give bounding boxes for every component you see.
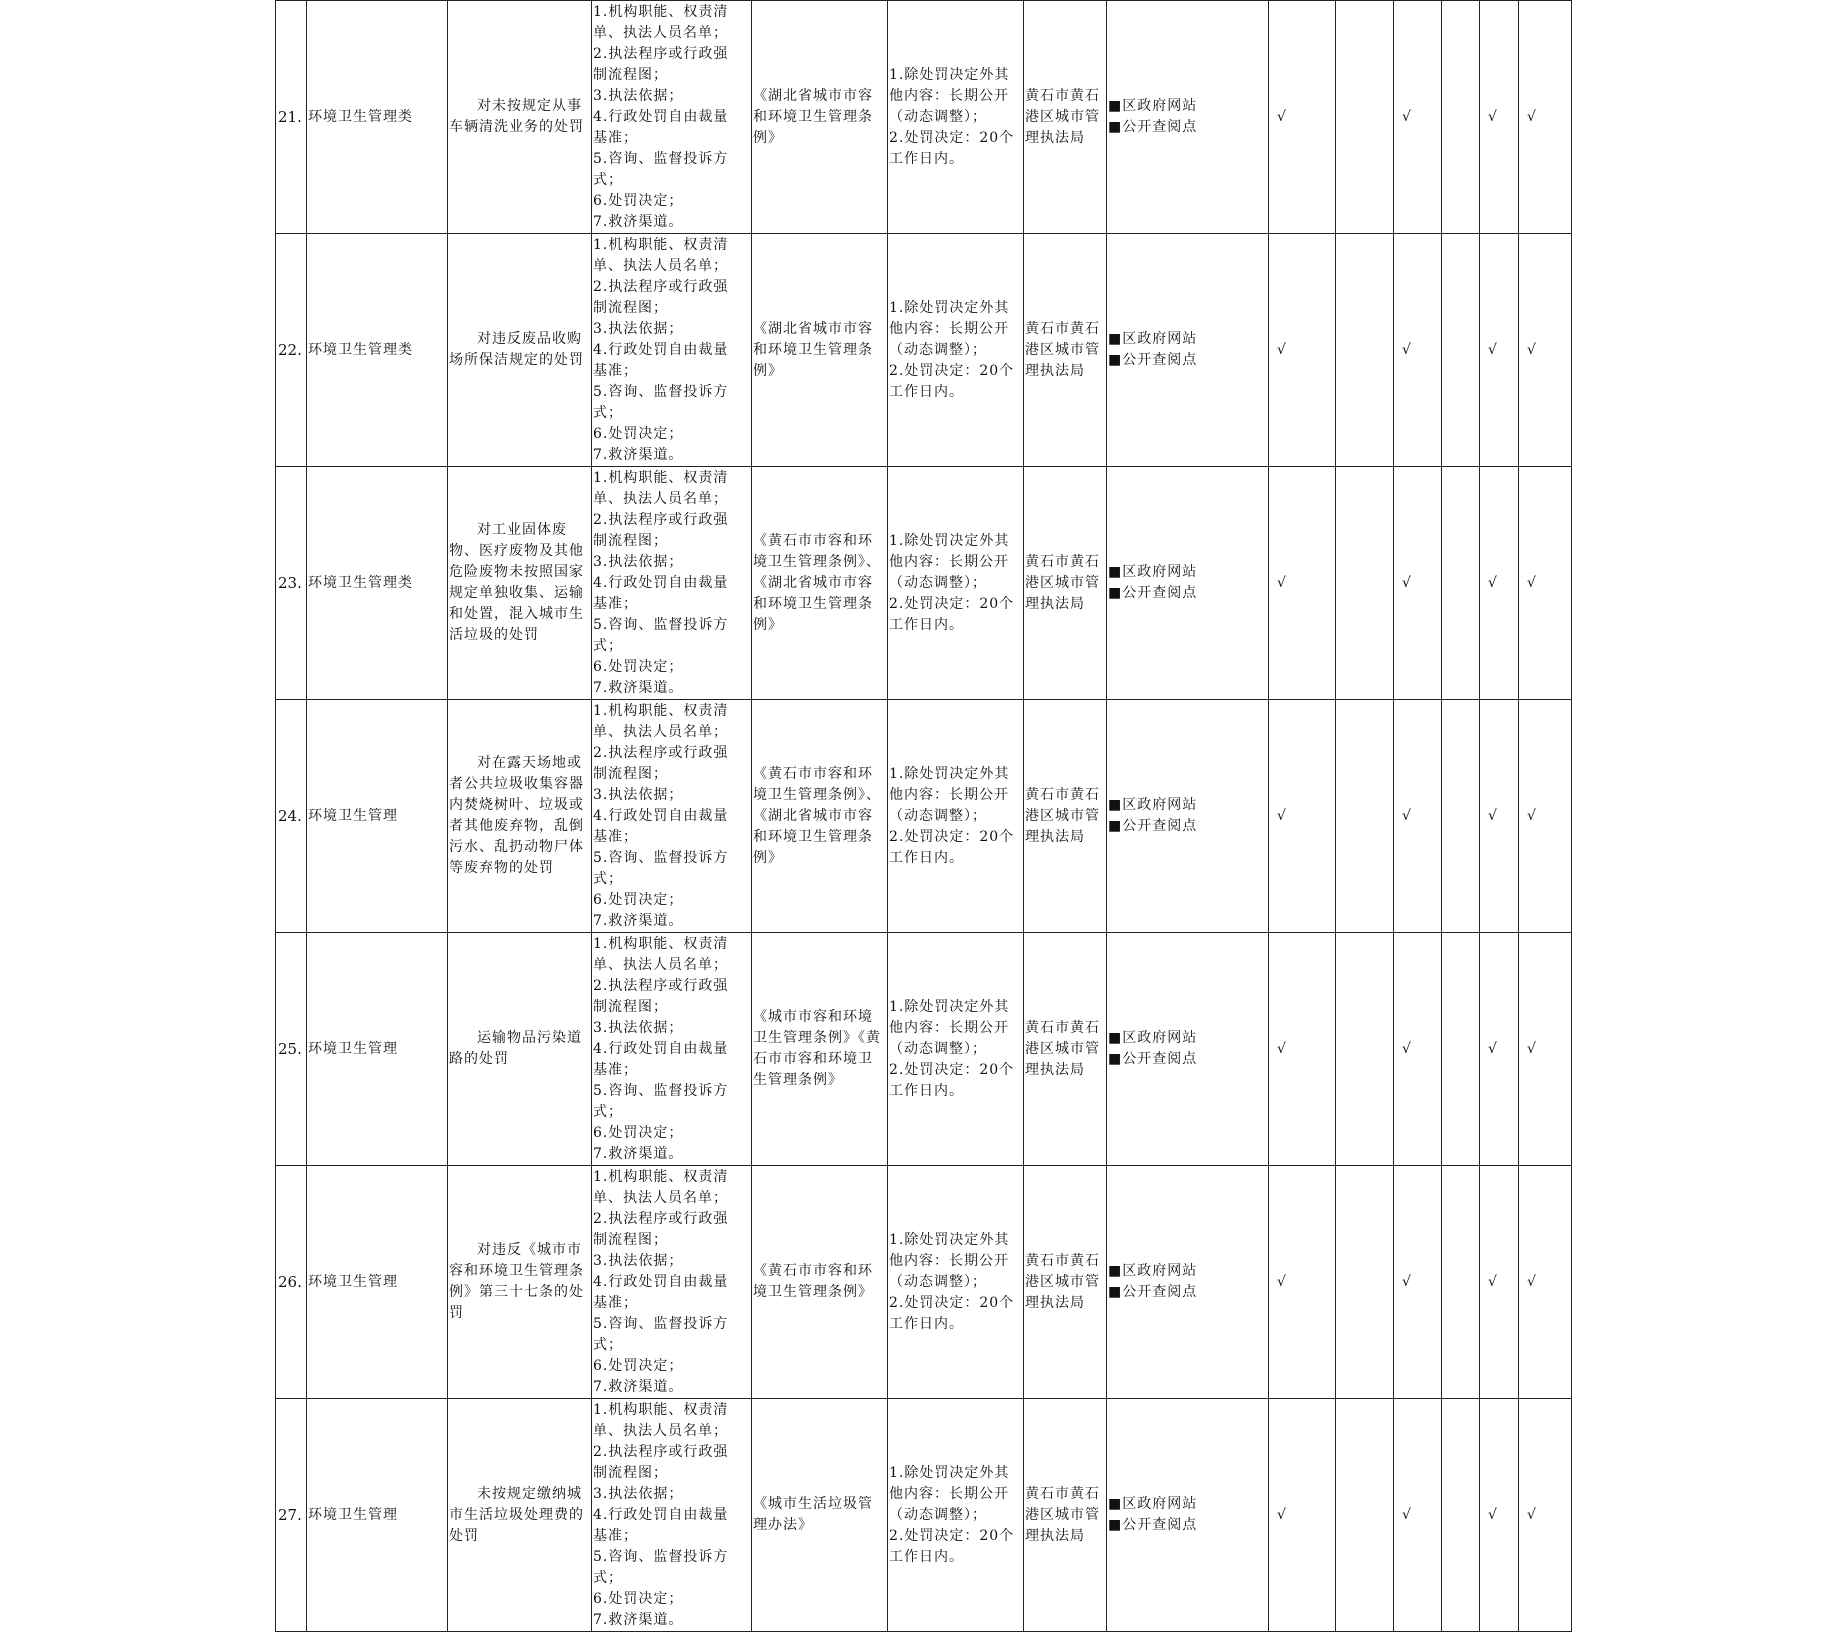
text-line: 港区城市管 [1025, 574, 1100, 591]
text-line: 3.执法依据； [593, 787, 684, 803]
text-line: 1.除处罚决定外其 [889, 1231, 1010, 1248]
disclosure-content [592, 933, 752, 1166]
disclosure-time [888, 933, 1024, 1166]
disclosure-content [592, 234, 752, 467]
text-line: 他内容：长期公开 [889, 786, 1009, 803]
check-all-public [1269, 700, 1336, 933]
check-county-level [1480, 467, 1519, 700]
text-line: 3.执法依据； [593, 554, 684, 570]
text-line: 3.执法依据； [593, 1253, 684, 1269]
text-line: 2.执法程序或行政强 [593, 745, 729, 761]
text-line: （动态调整）； [889, 807, 987, 824]
check-mark: √ [1277, 807, 1287, 824]
text-line: 他内容：长期公开 [889, 1252, 1009, 1269]
text-line: 6.处罚决定； [593, 426, 684, 442]
text-line: 黄石市黄石 [1025, 553, 1100, 570]
text-line: ■公开查阅点 [1108, 352, 1198, 368]
table-row [276, 234, 1572, 467]
text-line: ■公开查阅点 [1108, 585, 1198, 601]
text-line: 他内容：长期公开 [889, 1019, 1009, 1036]
text-line: 式； [593, 871, 623, 887]
text-line: 6.处罚决定； [593, 659, 684, 675]
check-mark: √ [1277, 108, 1287, 125]
text-line: 1.除处罚决定外其 [889, 66, 1010, 83]
row-number: 25. [276, 933, 307, 1166]
text-line: 4.行政处罚自由裁量 [593, 575, 729, 591]
text-line: 7.救济渠道。 [593, 1146, 684, 1162]
text-line: 工作日内。 [889, 1315, 964, 1332]
disclosure-content [592, 1, 752, 234]
text-line: 工作日内。 [889, 1082, 964, 1099]
check-all-public [1269, 1166, 1336, 1399]
disclosure-basis: 《黄石市市容和环境卫生管理条例》、《湖北省城市市容和环境卫生管理条例》 [752, 700, 888, 933]
text-line: 黄石市黄石 [1025, 87, 1100, 104]
text-line: 制流程图； [593, 533, 668, 549]
text-line: 理执法局 [1025, 828, 1085, 845]
text-line: 3.执法依据； [593, 321, 684, 337]
text-line: 工作日内。 [889, 1548, 964, 1565]
item-name: 对违反废品收购场所保洁规定的处罚 [448, 234, 592, 467]
item-name: 对未按规定从事车辆清洗业务的处罚 [448, 1, 592, 234]
text-line: 单、执法人员名单； [593, 957, 728, 973]
check-township-level [1519, 467, 1572, 700]
text-line: 理执法局 [1025, 1527, 1085, 1544]
check-county-level [1480, 234, 1519, 467]
disclosure-time [888, 700, 1024, 933]
check-proactive [1394, 1399, 1442, 1632]
text-line: （动态调整）； [889, 574, 987, 591]
text-line: 6.处罚决定； [593, 892, 684, 908]
text-line: 式； [593, 1570, 623, 1586]
item-name: 运输物品污染道路的处罚 [448, 933, 592, 1166]
text-line: 式； [593, 638, 623, 654]
check-on-request-empty [1442, 234, 1480, 467]
check-proactive [1394, 234, 1442, 467]
text-line: 制流程图； [593, 300, 668, 316]
check-specific-public-empty [1336, 1, 1394, 234]
check-mark: √ [1488, 1273, 1498, 1290]
check-all-public [1269, 1399, 1336, 1632]
text-line: 工作日内。 [889, 383, 964, 400]
disclosure-time [888, 1, 1024, 234]
text-line: 港区城市管 [1025, 1506, 1100, 1523]
disclosure-channel [1107, 1, 1269, 234]
text-line: 2.处罚决定：20个 [889, 1527, 1015, 1544]
item-category: 环境卫生管理 [307, 700, 448, 933]
disclosure-basis: 《黄石市市容和环境卫生管理条例》、《湖北省城市市容和环境卫生管理条例》 [752, 467, 888, 700]
text-line: 他内容：长期公开 [889, 87, 1009, 104]
item-category: 环境卫生管理 [307, 1399, 448, 1632]
check-on-request-empty [1442, 933, 1480, 1166]
check-on-request-empty [1442, 1166, 1480, 1399]
text-line: 2.处罚决定：20个 [889, 1061, 1015, 1078]
text-line: 黄石市黄石 [1025, 786, 1100, 803]
text-line: 4.行政处罚自由裁量 [593, 109, 729, 125]
text-line: 1.除处罚决定外其 [889, 998, 1010, 1015]
check-specific-public-empty [1336, 700, 1394, 933]
text-line: 1.机构职能、权责清 [593, 1402, 729, 1418]
text-line: 基准； [593, 130, 638, 146]
text-line: 7.救济渠道。 [593, 680, 684, 696]
text-line: 港区城市管 [1025, 1273, 1100, 1290]
disclosure-time [888, 1399, 1024, 1632]
disclosure-subject [1024, 1166, 1107, 1399]
text-line: 黄石市黄石 [1025, 1252, 1100, 1269]
row-number: 26. [276, 1166, 307, 1399]
text-line: 工作日内。 [889, 849, 964, 866]
table-row [276, 1166, 1572, 1399]
check-proactive [1394, 1166, 1442, 1399]
check-mark: √ [1402, 574, 1412, 591]
text-line: 2.处罚决定：20个 [889, 595, 1015, 612]
text-line: ■区政府网站 [1108, 1496, 1198, 1512]
check-mark: √ [1402, 341, 1412, 358]
disclosure-channel [1107, 1166, 1269, 1399]
check-on-request-empty [1442, 467, 1480, 700]
text-line: 5.咨询、监督投诉方 [593, 1083, 729, 1099]
disclosure-subject [1024, 1, 1107, 234]
text-line: （动态调整）； [889, 108, 987, 125]
text-line: 1.机构职能、权责清 [593, 4, 729, 20]
text-line: 制流程图； [593, 1232, 668, 1248]
table-row [276, 1399, 1572, 1632]
check-specific-public-empty [1336, 467, 1394, 700]
text-line: 单、执法人员名单； [593, 1423, 728, 1439]
check-mark: √ [1488, 108, 1498, 125]
text-line: ■公开查阅点 [1108, 1051, 1198, 1067]
text-line: 1.机构职能、权责清 [593, 237, 729, 253]
row-number: 23. [276, 467, 307, 700]
check-all-public [1269, 234, 1336, 467]
disclosure-channel [1107, 933, 1269, 1166]
text-line: 制流程图； [593, 1465, 668, 1481]
disclosure-time [888, 234, 1024, 467]
text-line: 1.机构职能、权责清 [593, 703, 729, 719]
text-line: 1.机构职能、权责清 [593, 936, 729, 952]
text-line: 式； [593, 1337, 623, 1353]
text-line: ■区政府网站 [1108, 1263, 1198, 1279]
check-all-public [1269, 467, 1336, 700]
disclosure-content [592, 700, 752, 933]
check-mark: √ [1402, 1040, 1412, 1057]
text-line: （动态调整）； [889, 1273, 987, 1290]
text-line: 他内容：长期公开 [889, 553, 1009, 570]
text-line: 他内容：长期公开 [889, 1485, 1009, 1502]
text-line: ■公开查阅点 [1108, 119, 1198, 135]
text-line: 6.处罚决定； [593, 1591, 684, 1607]
text-line: 7.救济渠道。 [593, 1379, 684, 1395]
check-mark: √ [1527, 341, 1537, 358]
check-mark: √ [1277, 1273, 1287, 1290]
text-line: 2.执法程序或行政强 [593, 978, 729, 994]
text-line: ■公开查阅点 [1108, 1517, 1198, 1533]
text-line: 工作日内。 [889, 150, 964, 167]
check-mark: √ [1527, 574, 1537, 591]
check-all-public [1269, 1, 1336, 234]
item-category: 环境卫生管理类 [307, 467, 448, 700]
check-mark: √ [1488, 807, 1498, 824]
item-category: 环境卫生管理 [307, 933, 448, 1166]
disclosure-time [888, 467, 1024, 700]
check-mark: √ [1527, 1273, 1537, 1290]
text-line: ■区政府网站 [1108, 1030, 1198, 1046]
check-all-public [1269, 933, 1336, 1166]
text-line: 单、执法人员名单； [593, 724, 728, 740]
check-county-level [1480, 700, 1519, 933]
text-line: ■公开查阅点 [1108, 1284, 1198, 1300]
disclosure-content [592, 467, 752, 700]
text-line: 黄石市黄石 [1025, 1485, 1100, 1502]
text-line: 2.执法程序或行政强 [593, 279, 729, 295]
text-line: 基准； [593, 1295, 638, 1311]
disclosure-channel [1107, 700, 1269, 933]
text-line: 1.除处罚决定外其 [889, 1464, 1010, 1481]
table-row [276, 1, 1572, 234]
text-line: 黄石市黄石 [1025, 320, 1100, 337]
disclosure-content [592, 1399, 752, 1632]
text-line: 3.执法依据； [593, 1020, 684, 1036]
text-line: 式； [593, 1104, 623, 1120]
text-line: 2.执法程序或行政强 [593, 46, 729, 62]
check-mark: √ [1402, 108, 1412, 125]
check-mark: √ [1527, 807, 1537, 824]
check-county-level [1480, 1, 1519, 234]
text-line: 5.咨询、监督投诉方 [593, 850, 729, 866]
check-township-level [1519, 700, 1572, 933]
text-line: 港区城市管 [1025, 807, 1100, 824]
text-line: ■区政府网站 [1108, 797, 1198, 813]
check-specific-public-empty [1336, 1399, 1394, 1632]
check-proactive [1394, 933, 1442, 1166]
disclosure-basis: 《城市生活垃圾管理办法》 [752, 1399, 888, 1632]
table-row [276, 700, 1572, 933]
disclosure-table [275, 0, 1572, 1632]
text-line: 理执法局 [1025, 1294, 1085, 1311]
text-line: 黄石市黄石 [1025, 1019, 1100, 1036]
disclosure-basis: 《城市市容和环境卫生管理条例》《黄石市市容和环境卫生管理条例》 [752, 933, 888, 1166]
text-line: 2.处罚决定：20个 [889, 828, 1015, 845]
text-line: 7.救济渠道。 [593, 447, 684, 463]
check-county-level [1480, 1399, 1519, 1632]
disclosure-channel [1107, 1399, 1269, 1632]
text-line: 4.行政处罚自由裁量 [593, 342, 729, 358]
text-line: 5.咨询、监督投诉方 [593, 151, 729, 167]
text-line: 制流程图； [593, 67, 668, 83]
text-line: 工作日内。 [889, 616, 964, 633]
text-line: 港区城市管 [1025, 108, 1100, 125]
text-line: 2.处罚决定：20个 [889, 1294, 1015, 1311]
disclosure-subject [1024, 234, 1107, 467]
check-mark: √ [1277, 341, 1287, 358]
item-name: 未按规定缴纳城市生活垃圾处理费的处罚 [448, 1399, 592, 1632]
text-line: 单、执法人员名单； [593, 25, 728, 41]
check-township-level [1519, 1166, 1572, 1399]
check-mark: √ [1488, 1506, 1498, 1523]
text-line: 2.执法程序或行政强 [593, 1211, 729, 1227]
text-line: ■区政府网站 [1108, 98, 1198, 114]
text-line: 港区城市管 [1025, 341, 1100, 358]
text-line: 基准； [593, 1062, 638, 1078]
text-line: 基准； [593, 596, 638, 612]
text-line: 5.咨询、监督投诉方 [593, 384, 729, 400]
text-line: （动态调整）； [889, 1040, 987, 1057]
check-proactive [1394, 467, 1442, 700]
text-line: 理执法局 [1025, 362, 1085, 379]
disclosure-channel [1107, 234, 1269, 467]
check-specific-public-empty [1336, 1166, 1394, 1399]
disclosure-subject [1024, 1399, 1107, 1632]
check-mark: √ [1488, 1040, 1498, 1057]
text-line: 4.行政处罚自由裁量 [593, 1507, 729, 1523]
text-line: 1.除处罚决定外其 [889, 532, 1010, 549]
text-line: 基准； [593, 829, 638, 845]
text-line: 1.机构职能、权责清 [593, 1169, 729, 1185]
text-line: 1.除处罚决定外其 [889, 765, 1010, 782]
check-township-level [1519, 933, 1572, 1166]
text-line: 6.处罚决定； [593, 1125, 684, 1141]
text-line: 理执法局 [1025, 595, 1085, 612]
disclosure-basis: 《湖北省城市市容和环境卫生管理条例》 [752, 234, 888, 467]
row-number: 22. [276, 234, 307, 467]
text-line: ■公开查阅点 [1108, 818, 1198, 834]
text-line: 式； [593, 405, 623, 421]
text-line: 1.机构职能、权责清 [593, 470, 729, 486]
text-line: 5.咨询、监督投诉方 [593, 1316, 729, 1332]
check-on-request-empty [1442, 1399, 1480, 1632]
check-mark: √ [1488, 341, 1498, 358]
text-line: 理执法局 [1025, 129, 1085, 146]
row-number: 21. [276, 1, 307, 234]
check-mark: √ [1402, 807, 1412, 824]
check-mark: √ [1527, 1506, 1537, 1523]
text-line: 2.处罚决定：20个 [889, 362, 1015, 379]
text-line: （动态调整）； [889, 341, 987, 358]
check-specific-public-empty [1336, 933, 1394, 1166]
text-line: 7.救济渠道。 [593, 214, 684, 230]
text-line: 2.执法程序或行政强 [593, 1444, 729, 1460]
text-line: 3.执法依据； [593, 88, 684, 104]
disclosure-subject [1024, 700, 1107, 933]
check-county-level [1480, 1166, 1519, 1399]
text-line: 基准； [593, 363, 638, 379]
text-line: 理执法局 [1025, 1061, 1085, 1078]
table-row [276, 933, 1572, 1166]
item-name: 对在露天场地或者公共垃圾收集容器内焚烧树叶、垃圾或者其他废弃物，乱倒污水、乱扔动物尸体等废弃物的处罚 [448, 700, 592, 933]
text-line: 6.处罚决定； [593, 1358, 684, 1374]
text-line: 式； [593, 172, 623, 188]
check-mark: √ [1402, 1273, 1412, 1290]
check-mark: √ [1488, 574, 1498, 591]
text-line: 基准； [593, 1528, 638, 1544]
item-name: 对违反《城市市容和环境卫生管理条例》第三十七条的处罚 [448, 1166, 592, 1399]
check-on-request-empty [1442, 700, 1480, 933]
disclosure-subject [1024, 467, 1107, 700]
text-line: 单、执法人员名单； [593, 258, 728, 274]
item-category: 环境卫生管理类 [307, 234, 448, 467]
disclosure-subject [1024, 933, 1107, 1166]
check-mark: √ [1527, 1040, 1537, 1057]
text-line: 港区城市管 [1025, 1040, 1100, 1057]
disclosure-channel [1107, 467, 1269, 700]
check-township-level [1519, 234, 1572, 467]
text-line: 单、执法人员名单； [593, 1190, 728, 1206]
text-line: 1.除处罚决定外其 [889, 299, 1010, 316]
text-line: 6.处罚决定； [593, 193, 684, 209]
disclosure-time [888, 1166, 1024, 1399]
text-line: 7.救济渠道。 [593, 913, 684, 929]
check-proactive [1394, 1, 1442, 234]
text-line: 4.行政处罚自由裁量 [593, 1274, 729, 1290]
text-line: 制流程图； [593, 766, 668, 782]
item-category: 环境卫生管理类 [307, 1, 448, 234]
disclosure-basis: 《黄石市市容和环境卫生管理条例》 [752, 1166, 888, 1399]
check-county-level [1480, 933, 1519, 1166]
check-specific-public-empty [1336, 234, 1394, 467]
check-township-level [1519, 1399, 1572, 1632]
check-mark: √ [1277, 1040, 1287, 1057]
item-name: 对工业固体废物、医疗废物及其他危险废物未按照国家规定单独收集、运输和处置，混入城市生活垃圾的处罚 [448, 467, 592, 700]
text-line: 7.救济渠道。 [593, 1612, 684, 1628]
row-number: 24. [276, 700, 307, 933]
check-township-level [1519, 1, 1572, 234]
text-line: 4.行政处罚自由裁量 [593, 808, 729, 824]
text-line: 他内容：长期公开 [889, 320, 1009, 337]
text-line: ■区政府网站 [1108, 564, 1198, 580]
item-category: 环境卫生管理 [307, 1166, 448, 1399]
text-line: 5.咨询、监督投诉方 [593, 617, 729, 633]
text-line: 2.处罚决定：20个 [889, 129, 1015, 146]
row-number: 27. [276, 1399, 307, 1632]
text-line: （动态调整）； [889, 1506, 987, 1523]
disclosure-content [592, 1166, 752, 1399]
check-mark: √ [1402, 1506, 1412, 1523]
text-line: 5.咨询、监督投诉方 [593, 1549, 729, 1565]
check-on-request-empty [1442, 1, 1480, 234]
check-proactive [1394, 700, 1442, 933]
text-line: 3.执法依据； [593, 1486, 684, 1502]
disclosure-basis: 《湖北省城市市容和环境卫生管理条例》 [752, 1, 888, 234]
text-line: 4.行政处罚自由裁量 [593, 1041, 729, 1057]
table-row [276, 467, 1572, 700]
check-mark: √ [1277, 574, 1287, 591]
text-line: ■区政府网站 [1108, 331, 1198, 347]
text-line: 单、执法人员名单； [593, 491, 728, 507]
text-line: 制流程图； [593, 999, 668, 1015]
check-mark: √ [1527, 108, 1537, 125]
text-line: 2.执法程序或行政强 [593, 512, 729, 528]
check-mark: √ [1277, 1506, 1287, 1523]
